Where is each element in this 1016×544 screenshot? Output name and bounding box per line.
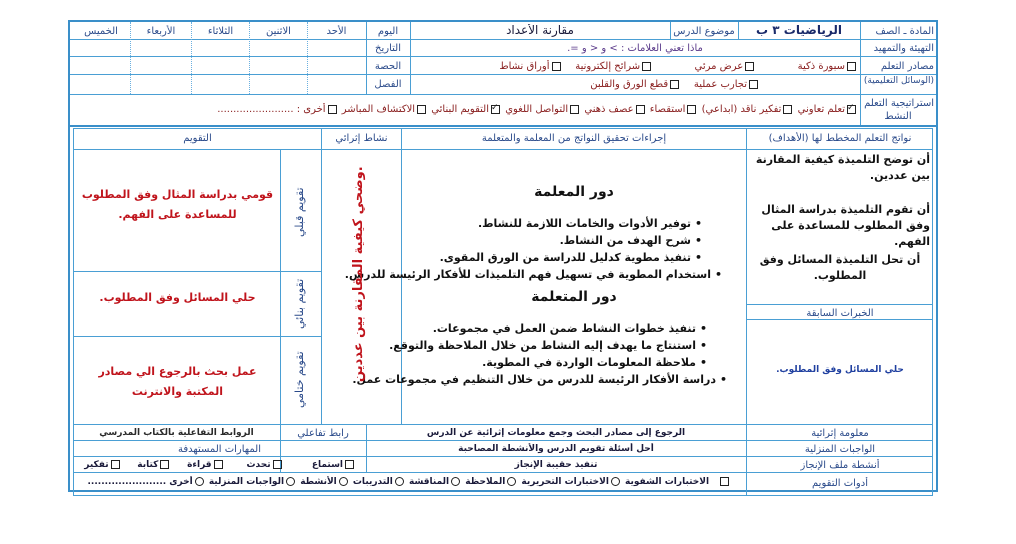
tool-activities[interactable]: الأنشطة xyxy=(300,477,350,487)
strategy-communication[interactable]: التواصل اللغوي xyxy=(505,104,581,115)
topic-value: مقارنة الأعداد xyxy=(506,24,574,37)
warmup-label: التهيئة والتمهيد xyxy=(873,43,934,54)
prior-label: الخبرات السابقة xyxy=(806,308,874,319)
homework-value: أحل أسئلة تقويم الدرس والأنشطة المصاحبة xyxy=(458,444,654,454)
day-label: اليوم xyxy=(377,26,399,37)
prior-line xyxy=(746,304,933,305)
strategy-cooperative[interactable]: ✓تعلم تعاوني xyxy=(798,104,858,115)
skill-listening[interactable]: استماع xyxy=(312,460,356,470)
outcome-2: أن تقوم التلميذة بدراسة المثال وفق المطلوب للمساعدة على الفهم. xyxy=(761,203,930,248)
skill-reading[interactable]: قراءة xyxy=(187,460,225,470)
student-item: • تنفيذ خطوات النشاط ضمن العمل في مجموعات. xyxy=(410,320,696,337)
assess-type-formative: تقويم بنائي xyxy=(293,278,306,330)
resource-worksheets[interactable]: أوراق نشاط xyxy=(499,61,562,72)
day-tuesday: الثلاثاء xyxy=(207,26,234,37)
student-item: • ملاحظة المعلومات الواردة في المطوية. xyxy=(410,354,696,371)
resource-video[interactable]: عرض مرئي xyxy=(695,61,757,72)
footer-col-line xyxy=(746,424,747,496)
footer-line xyxy=(73,472,933,473)
day-wednesday: الأربعاء xyxy=(146,26,176,37)
teacher-item: • شرح الهدف من النشاط. xyxy=(410,232,691,249)
strategy-critical-thinking[interactable]: تفكير ناقد (ابداعي) xyxy=(702,104,795,115)
homework-label: الواجبات المنزلية xyxy=(804,444,876,455)
assess-text-formative: حلي المسائل وفق المطلوب. xyxy=(99,291,256,304)
strategies-row xyxy=(72,103,858,116)
tools-label: أدوات التقويم xyxy=(812,478,868,489)
header-col-line xyxy=(670,22,671,39)
day-sunday: الأحد xyxy=(326,26,347,37)
col-line-assess-type xyxy=(280,149,281,424)
day-thursday: الخميس xyxy=(84,26,118,37)
column-header-line xyxy=(73,149,933,150)
resource-paper-pieces[interactable]: قطع الورق والقلبن xyxy=(590,79,681,90)
tool-other[interactable]: أخرى ....................... xyxy=(88,477,206,487)
period-label: الحصة xyxy=(374,61,402,72)
teacher-item: • استخدام المطوية في تسهيل فهم التلميذات للأفكار الرئيسة للدرس. xyxy=(410,266,711,283)
footer-line xyxy=(73,440,933,441)
interactive-label: رابط تفاعلي xyxy=(297,428,349,439)
header-col-line xyxy=(860,22,861,125)
strategy-other[interactable]: أخرى : ........................ xyxy=(217,104,338,115)
tool-exercises[interactable]: التدريبات xyxy=(353,477,406,487)
subject-value: الرياضيات ٣ ب xyxy=(756,24,842,37)
subject-label: المادة ـ الصف xyxy=(875,26,934,37)
footer-col-line xyxy=(366,424,367,472)
strategy-discovery[interactable]: الاكتشاف المباشر xyxy=(342,104,428,115)
resources-label-2: (الوسائل التعليمية) xyxy=(863,76,934,86)
activity-header: نشاط إثرائي xyxy=(335,133,388,144)
teacher-item: • توفير الأدوات والخامات اللازمة للنشاط. xyxy=(410,215,691,232)
header-row-line xyxy=(70,94,936,95)
resources-row-2 xyxy=(412,78,858,91)
resources-label-1: مصادر التعلم xyxy=(880,61,934,72)
day-monday: الاثنين xyxy=(266,26,291,37)
tool-homework[interactable]: الواجبات المنزلية xyxy=(209,477,297,487)
tool-observation[interactable]: الملاحظة xyxy=(465,477,518,487)
assess-text-pre: قومي بدراسة المثال وفق المطلوب للمساعدة على الفهم. xyxy=(81,188,274,221)
assess-text-final: عمل بحث بالرجوع الي مصادر المكتبة والانترنت xyxy=(98,365,257,398)
warmup-value: ماذا تعني العلامات : > و < و =. xyxy=(567,43,703,54)
student-item: • استنتاج ما يهدف إليه النشاط من خلال الملاحظة والتوقع. xyxy=(410,337,696,354)
class-label: الفصل xyxy=(374,79,402,90)
tool-written[interactable]: الاختبارات التحريرية xyxy=(521,477,621,487)
strategy-formative[interactable]: ✓التقويم البنائي xyxy=(431,104,502,115)
header-bottom-line xyxy=(70,125,936,127)
assessment-header: التقويم xyxy=(183,133,212,144)
outcome-1: أن توضح التلميذة كيفية المقارنة بين عددين. xyxy=(755,153,930,182)
strategy-inquiry[interactable]: استقصاء xyxy=(650,104,699,115)
teacher-item: • تنفيذ مطوية كدليل للدراسة من الورق المقوى. xyxy=(410,249,691,266)
assess-type-pre: تقويم قبلي xyxy=(293,187,306,237)
teacher-role-title: دور المعلمة xyxy=(534,184,614,200)
footer-line xyxy=(73,424,933,425)
header-col-line xyxy=(738,22,739,39)
topic-label: موضوع الدرس xyxy=(673,26,735,37)
header-row-line xyxy=(70,74,936,75)
resource-smartboard[interactable]: سبورة ذكية xyxy=(798,61,858,72)
tools-box-icon xyxy=(720,477,729,486)
skills-row xyxy=(75,459,364,472)
prior-value: حلي المسائل وفق المطلوب. xyxy=(776,365,904,375)
enrichment-value: الرجوع إلى مصادر البحث وجمع معلومات إثرائية عن الدرس xyxy=(426,428,686,438)
assess-row-line xyxy=(73,336,321,337)
portfolio-label: أنشطة ملف الإنجاز xyxy=(800,460,880,471)
resource-slides[interactable]: شرائح إلكترونية xyxy=(575,61,653,72)
assess-type-final: تقويم ختامي xyxy=(293,351,306,409)
activity-text: وضحي كيفية المقارنة بين عددين. xyxy=(351,166,366,382)
outcome-3: أن تحل التلميذة المسائل وفق المطلوب. xyxy=(759,253,921,282)
skill-speaking[interactable]: تحدث xyxy=(247,460,284,470)
tool-discussion[interactable]: المناقشة xyxy=(409,477,462,487)
strategy-brainstorm[interactable]: عصف ذهني xyxy=(584,104,646,115)
student-item: • دراسة الأفكار الرئيسة للدرس من خلال التنظيم في مجموعات عمل. xyxy=(410,371,716,388)
outcomes-header: نواتج التعلم المخطط لها (الأهداف) xyxy=(768,133,912,144)
header-col-line xyxy=(410,22,411,94)
skill-writing[interactable]: كتابة xyxy=(137,460,171,470)
student-role-list xyxy=(352,320,736,388)
header-col-line xyxy=(366,22,367,94)
resources-row-1 xyxy=(412,60,858,73)
col-line-outcomes xyxy=(746,128,747,424)
footer-line xyxy=(73,456,933,457)
lesson-plan-sheet xyxy=(68,20,938,492)
tool-oral[interactable]: الاختبارات الشفوية xyxy=(625,477,710,487)
student-role-title: دور المتعلمة xyxy=(531,289,617,305)
col-line-activity xyxy=(321,128,322,424)
portfolio-value: تنفيذ حقيبة الإنجاز xyxy=(514,460,598,470)
strategies-label-2: النشط xyxy=(884,111,912,122)
interactive-value[interactable]: الروابط التفاعلية بالكتاب المدرسي xyxy=(99,428,254,438)
strategies-label-1: استراتيجية التعلم xyxy=(864,98,934,109)
teacher-role-list xyxy=(344,215,736,283)
date-label: التاريخ xyxy=(375,43,401,54)
skills-label: المهارات المستهدفة xyxy=(177,444,261,455)
skill-thinking[interactable]: تفكير xyxy=(84,460,121,470)
header-row-line xyxy=(70,56,936,57)
tools-row xyxy=(75,476,744,489)
header-row-line xyxy=(70,39,936,40)
procedures-header: إجراءات تحقيق النواتج من المعلمة والمتعلمة xyxy=(481,133,667,144)
assess-row-line xyxy=(73,271,321,272)
enrichment-label: معلومة إثرائية xyxy=(811,428,869,439)
resource-experiments[interactable]: تجارب عملية xyxy=(694,79,760,90)
